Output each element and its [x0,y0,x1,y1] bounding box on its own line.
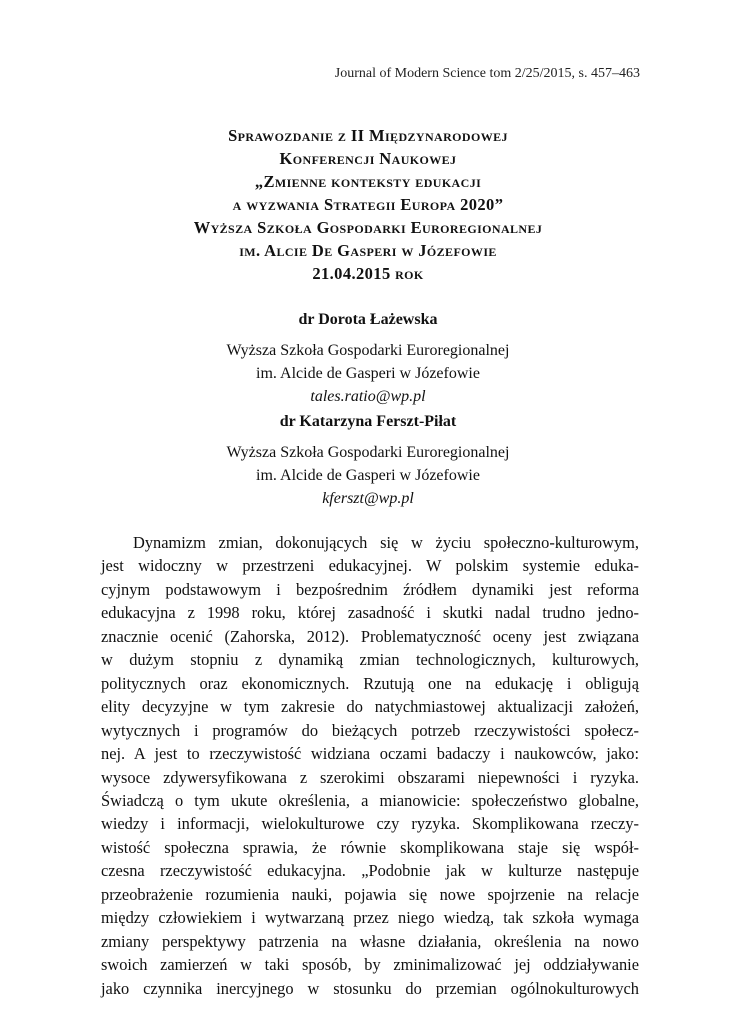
text-line: wysoce zdywersyfikowana z szerokimi obszarami niepewności i ryzyka. [101,767,639,787]
text-line: Dynamizm zmian, dokonujących się w życiu społeczno-kulturowym, [133,533,639,552]
text-line: wytycznych i programów do bieżących potrzeb rzeczywistości społecz- [101,720,639,740]
text-line: wistość społeczna sprawia, że równie skomplikowana staje się współ- [101,837,639,857]
title-line: Wyższa Szkoła Gospodarki Euroregionalnej [193,218,543,237]
journal-citation: Journal of Modern Science tom 2/25/2015, s. 457–463 [334,66,640,81]
author-email: tales.ratio@wp.pl [310,388,426,405]
text-line: czesna rzeczywistość edukacyjna. „Podobnie jak w kulturze następuje [101,861,639,881]
title-line: 21.04.2015 rok [312,264,424,283]
title-line: im. Alcie De Gasperi w Józefowie [239,241,497,260]
author-affiliation: im. Alcide de Gasperi w Józefowie [256,467,480,484]
author-block [100,308,636,408]
title-line: Sprawozdanie z II Międzynarodowej [228,126,508,145]
text-line: znacznie ocenić (Zahorska, 2012). Problematyczność oceny jest związana [101,626,639,646]
text-line: edukacyjna z 1998 roku, której zasadność i skutki nadal trudno jedno- [101,603,639,623]
text-line: w dużym stopniu z dynamiką zmian technologicznych, kulturowych, [101,650,639,670]
body-paragraph [101,531,639,1000]
title-line: Konferencji Naukowej [279,149,457,168]
author-affiliation: Wyższa Szkoła Gospodarki Euroregionalnej [226,342,510,359]
text-line: swoich zamierzeń w taki sposób, by zminimalizować jej oddziaływanie [101,955,639,975]
author-block [100,410,636,510]
article-title [100,124,636,285]
text-line: cyjnym podstawowym i bezpośrednim źródłem dynamiki jest reforma [101,579,639,599]
text-line: Świadczą o tym ukute określenia, a mianowicie: społeczeństwo globalne, [101,790,639,810]
title-line: „Zmienne konteksty edukacji [254,172,482,191]
text-line: nej. A jest to rzeczywistość widziana oczami badaczy i naukowców, jako: [101,744,639,764]
text-line: jako czynnika inercyjnego w stosunku do przemian ogólnokulturowych [101,978,639,998]
text-line: jest widoczny w przestrzeni edukacyjnej. W polskim systemie eduka- [101,556,639,576]
author-affiliation: im. Alcide de Gasperi w Józefowie [256,365,480,382]
author-name: dr Katarzyna Ferszt-Piłat [279,413,457,430]
author-affiliation: Wyższa Szkoła Gospodarki Euroregionalnej [226,444,510,461]
text-line: elity decyzyjne w tym zakresie do natychmiastowej aktualizacji założeń, [101,697,639,717]
author-email: kferszt@wp.pl [322,490,414,507]
title-line: a wyzwania Strategii Europa 2020” [232,195,504,214]
text-line: wiedzy i informacji, wielokulturowe czy ryzyka. Skomplikowana rzeczy- [101,814,639,834]
text-line: politycznych oraz ekonomicznych. Rzutują one na edukację i obligują [101,673,639,693]
text-line: przeobrażenie rozumienia nauki, pojawia się nowe spojrzenie na relacje [101,884,639,904]
author-name: dr Dorota Łażewska [298,311,438,328]
text-line: między człowiekiem i wytwarzaną przez niego wiedzą, tak szkoła wymaga [101,908,639,928]
text-line: zmiany perspektywy patrzenia na własne działania, określenia na nowo [101,931,639,951]
